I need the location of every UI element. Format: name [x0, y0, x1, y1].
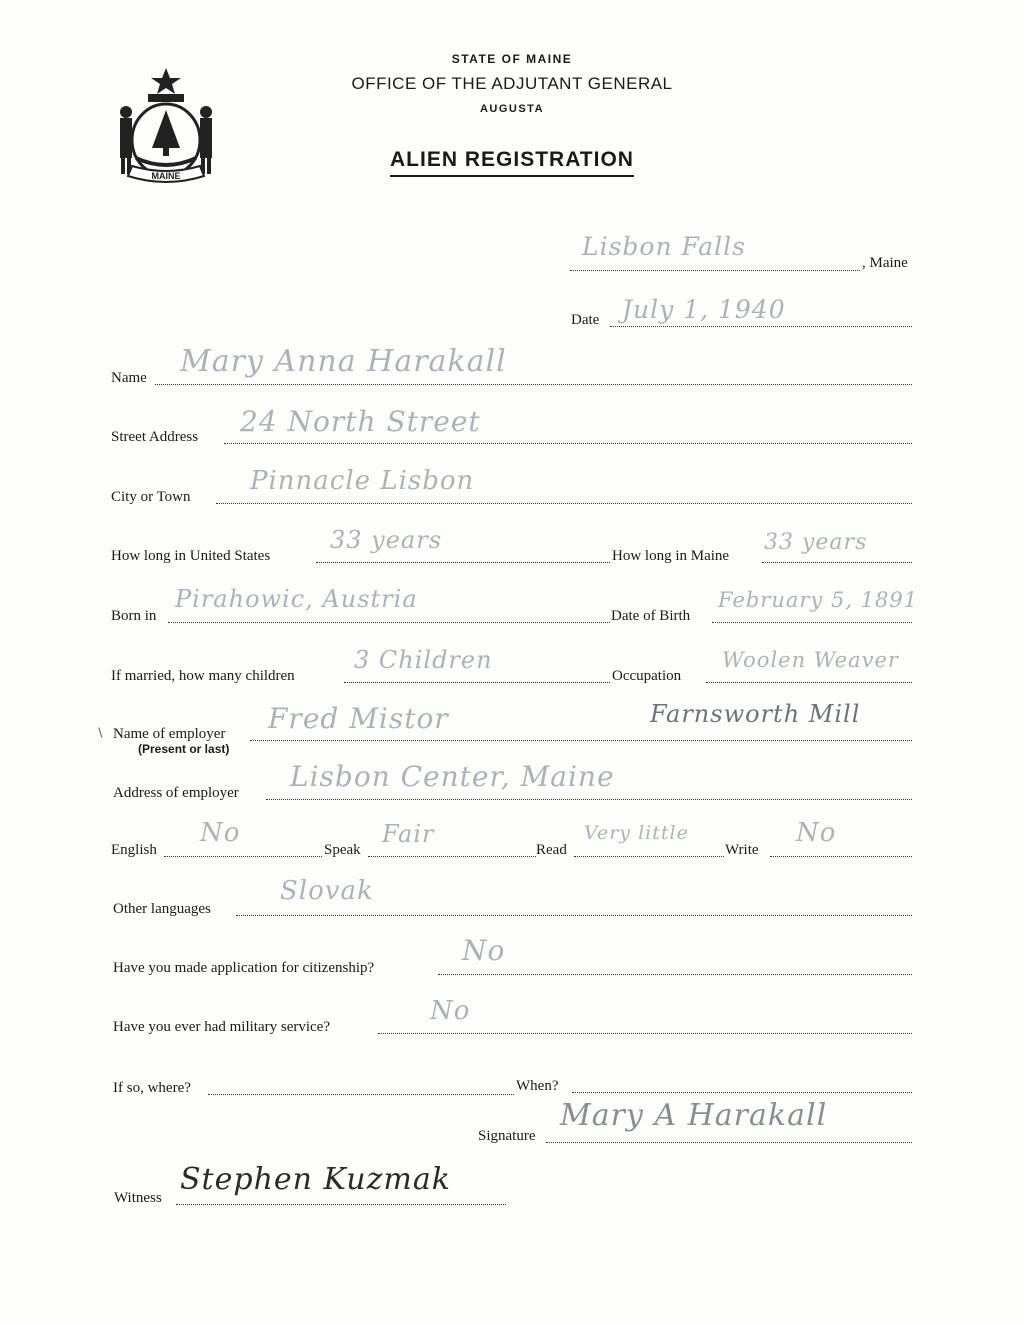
- write-entry: No: [796, 818, 837, 848]
- speak-label: Speak: [324, 842, 361, 858]
- when-line: [572, 1092, 912, 1093]
- born-label: Born in: [111, 608, 157, 624]
- where-label: If so, where?: [113, 1080, 191, 1096]
- us-entry: 33 years: [330, 526, 443, 554]
- born-entry: Pirahowic, Austria: [175, 585, 418, 613]
- english-line: [164, 856, 322, 857]
- street-label: Street Address: [111, 429, 199, 445]
- children-label: If married, how many children: [111, 668, 295, 684]
- children-line: [344, 682, 610, 683]
- maine-label: How long in Maine: [612, 548, 730, 564]
- citizenship-label: Have you made application for citizenship?: [113, 960, 375, 976]
- form-title-text: ALIEN REGISTRATION: [390, 148, 634, 177]
- name-line: [155, 384, 912, 385]
- check-mark-icon: ∖: [96, 726, 104, 740]
- date-entry: July 1, 1940: [622, 295, 786, 324]
- street-line: [224, 443, 912, 444]
- where-line: [208, 1094, 514, 1095]
- dob-line: [712, 622, 912, 623]
- dob-label: Date of Birth: [611, 608, 691, 624]
- speak-entry: Fair: [382, 820, 435, 848]
- signature-entry: Mary A Harakall: [560, 1098, 828, 1133]
- read-entry: Very little: [584, 822, 689, 844]
- office-heading: OFFICE OF THE ADJUTANT GENERAL: [351, 74, 673, 93]
- occupation-line: [706, 682, 912, 683]
- english-entry: No: [200, 818, 241, 848]
- speak-line: [368, 856, 536, 857]
- military-line: [378, 1033, 912, 1034]
- military-label: Have you ever had military service?: [113, 1019, 330, 1035]
- location-line: [570, 270, 860, 271]
- employer-entry: Fred Mistor: [268, 702, 449, 735]
- when-label: When?: [516, 1078, 559, 1094]
- city-label: City or Town: [111, 489, 191, 505]
- maine-entry: 33 years: [764, 530, 868, 555]
- seal-label: MAINE: [151, 171, 181, 181]
- maine-line: [762, 562, 912, 563]
- us-line: [316, 562, 610, 563]
- other-languages-line: [236, 915, 912, 916]
- english-label: English: [111, 842, 157, 858]
- write-label: Write: [725, 842, 759, 858]
- employer-address-line: [266, 799, 912, 800]
- location-suffix: , Maine: [862, 255, 908, 271]
- form-title: [0, 148, 1024, 172]
- city-entry: Pinnacle Lisbon: [250, 466, 475, 496]
- children-entry: 3 Children: [354, 646, 493, 674]
- location-entry: Lisbon Falls: [582, 232, 746, 261]
- city-heading: AUGUSTA: [479, 103, 545, 115]
- employer-extra-entry: Farnsworth Mill: [650, 700, 861, 728]
- employer-line: [250, 740, 912, 741]
- other-languages-label: Other languages: [113, 901, 211, 917]
- employer-note: (Present or last): [138, 742, 230, 756]
- witness-line: [176, 1204, 506, 1205]
- us-label: How long in United States: [111, 548, 271, 564]
- employer-address-label: Address of employer: [113, 785, 239, 801]
- state-heading: STATE OF MAINE: [451, 52, 573, 66]
- read-label: Read: [536, 842, 567, 858]
- born-line: [168, 622, 610, 623]
- witness-label: Witness: [114, 1190, 162, 1206]
- signature-label: Signature: [478, 1128, 536, 1144]
- witness-entry: Stephen Kuzmak: [180, 1162, 451, 1197]
- name-entry: Mary Anna Harakall: [180, 344, 507, 379]
- date-label: Date: [571, 312, 600, 328]
- read-line: [574, 856, 724, 857]
- dob-entry: February 5, 1891: [718, 588, 919, 612]
- military-entry: No: [430, 996, 471, 1026]
- other-languages-entry: Slovak: [280, 876, 374, 906]
- street-entry: 24 North Street: [240, 405, 481, 438]
- citizenship-entry: No: [462, 934, 506, 967]
- citizenship-line: [438, 974, 912, 975]
- employer-label: Name of employer: [113, 726, 226, 742]
- signature-line: [546, 1142, 912, 1143]
- write-line: [770, 856, 912, 857]
- name-label: Name: [111, 370, 147, 386]
- occupation-entry: Woolen Weaver: [722, 648, 899, 672]
- occupation-label: Occupation: [612, 668, 682, 684]
- city-line: [216, 503, 912, 504]
- date-line: [610, 326, 912, 327]
- employer-address-entry: Lisbon Center, Maine: [290, 760, 615, 793]
